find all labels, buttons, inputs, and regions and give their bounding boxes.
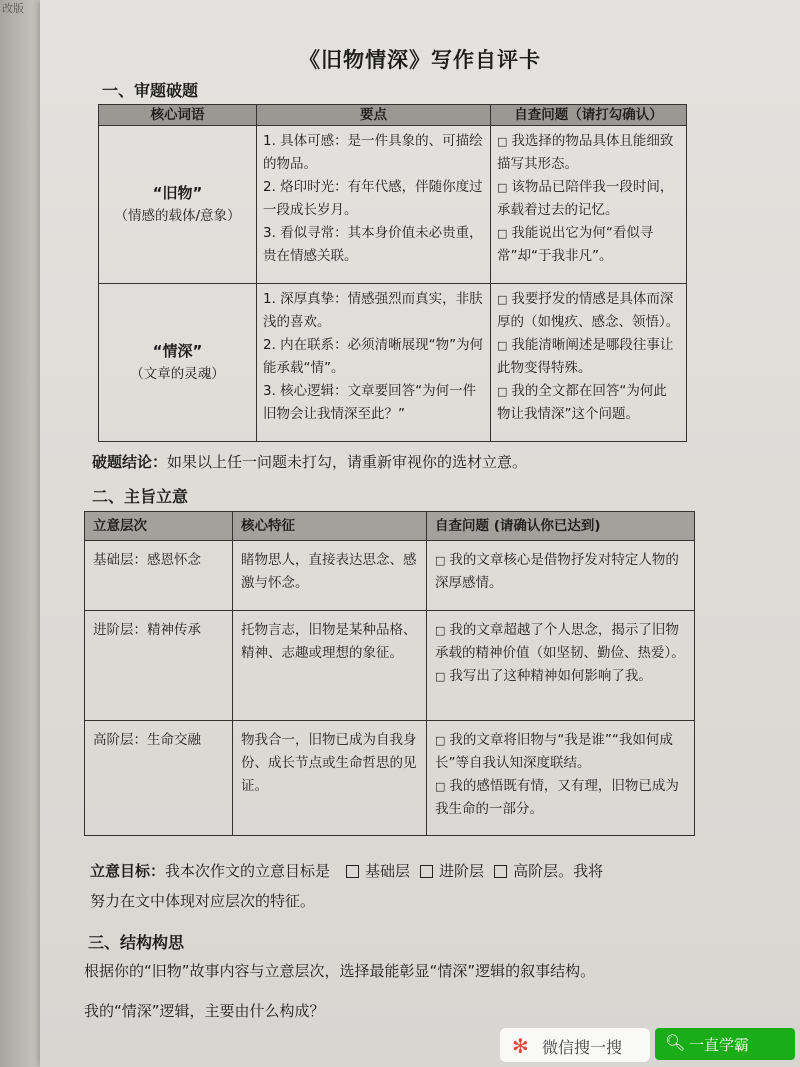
- structure-line1: 根据你的“旧物”故事内容与立意层次，选择最能彰显“情深”逻辑的叙事结构。: [84, 962, 596, 980]
- search-tag-label: 一直学霸: [689, 1036, 750, 1054]
- checkbox-icon[interactable]: □: [435, 670, 446, 683]
- checkbox-icon[interactable]: □: [497, 227, 508, 240]
- goal-prefix: 我本次作文的立意目标是: [165, 862, 331, 880]
- point-item: 2. 烙印时光：有年代感，伴随你度过一段成长岁月。: [263, 179, 483, 218]
- goal-option: 进阶层: [439, 862, 485, 880]
- checkbox-icon[interactable]: □: [435, 734, 446, 747]
- checkbox-icon[interactable]: □: [497, 135, 508, 148]
- wechat-search-icon: ✻: [512, 1034, 529, 1058]
- section3-heading: 三、结构构思: [88, 933, 185, 952]
- search-icon: 🔍︎: [665, 1033, 686, 1052]
- corner-mark: 改版: [2, 2, 24, 15]
- checkbox-icon[interactable]: □: [497, 385, 508, 398]
- checkbox-icon[interactable]: □: [497, 181, 508, 194]
- conclusion: [92, 447, 527, 477]
- search-tag-button[interactable]: [655, 1028, 795, 1060]
- core-word-cell: [99, 284, 257, 442]
- checkbox-icon[interactable]: □: [435, 554, 446, 567]
- checkbox-icon[interactable]: □: [497, 339, 508, 352]
- check-item: □ 我的文章超越了个人思念，揭示了旧物承载的精神价值（如坚韧、勤俭、热爱）。: [435, 622, 685, 661]
- conclusion-text: 如果以上任一问题未打勾，请重新审视你的选材立意。: [167, 453, 528, 471]
- check-item: □ 我选择的物品具体且能细致描写其形态。: [497, 133, 674, 172]
- points-cell: [257, 284, 491, 442]
- table-row: [85, 541, 695, 611]
- check-item: □ 我能清晰阐述是哪段往事让此物变得特殊。: [497, 337, 674, 376]
- table-row: [85, 611, 695, 721]
- point-item: 1. 具体可感：是一件具象的、可描绘的物品。: [263, 133, 483, 172]
- level-cell: 高阶层：生命交融: [85, 721, 233, 836]
- table-row: [99, 126, 687, 284]
- page-title: 《旧物情深》写作自评卡: [299, 48, 541, 72]
- goal-checkbox-high[interactable]: [494, 865, 507, 878]
- core-word: “情深”: [152, 341, 203, 360]
- header-check: 自查问题 (请确认你已达到): [427, 512, 695, 541]
- goal-checkbox-basic[interactable]: [346, 865, 359, 878]
- check-item: □ 我能说出它为何“看似寻常”却“于我非凡”。: [497, 225, 654, 264]
- checkbox-icon[interactable]: □: [435, 780, 446, 793]
- header-level: 立意层次: [85, 512, 233, 541]
- wechat-search-watermark: [500, 1028, 650, 1062]
- level-cell: 基础层：感恩怀念: [85, 541, 233, 611]
- point-item: 3. 核心逻辑：文章要回答“为何一件旧物会让我情深至此？”: [263, 383, 477, 422]
- core-word-note: （文章的灵魂）: [130, 365, 225, 382]
- core-word-cell: [99, 126, 257, 284]
- check-item: □ 我的全文都在回答“为何此物让我情深”这个问题。: [497, 383, 667, 422]
- check-item: □ 我的文章将旧物与“我是谁”“我如何成长”等自我认知深度联结。: [435, 732, 673, 771]
- level-cell: 进阶层：精神传承: [85, 611, 233, 721]
- point-item: 3. 看似寻常：其本身价值未必贵重，贵在情感关联。: [263, 225, 483, 264]
- goal-label: 立意目标：: [90, 862, 166, 880]
- core-word-note: （情感的载体/意象）: [114, 207, 241, 224]
- header-feature: 核心特征: [233, 512, 427, 541]
- checks-cell: [427, 541, 695, 611]
- table-row: [99, 284, 687, 442]
- check-item: □ 我写出了这种精神如何影响了我。: [435, 668, 652, 684]
- section2-heading: 二、主旨立意: [92, 487, 189, 506]
- theme-goal: [90, 856, 750, 916]
- point-item: 2. 内在联系：必须清晰展现“物”为何能承载“情”。: [263, 337, 484, 376]
- watermark-text: 微信搜一搜: [542, 1038, 623, 1057]
- points-cell: [257, 126, 491, 284]
- topic-table: [98, 104, 687, 442]
- check-item: □ 我的文章核心是借物抒发对特定人物的深厚感情。: [435, 552, 679, 591]
- conclusion-label: 破题结论：: [92, 453, 168, 471]
- checkbox-icon[interactable]: □: [497, 293, 508, 306]
- checks-cell: [491, 126, 687, 284]
- point-item: 1. 深厚真挚：情感强烈而真实，非肤浅的喜欢。: [263, 291, 483, 330]
- check-item: □ 我的感悟既有情，又有理，旧物已成为我生命的一部分。: [435, 778, 679, 817]
- structure-line2: 我的“情深”逻辑，主要由什么构成？: [84, 1002, 325, 1020]
- check-item: □ 该物品已陪伴我一段时间，承载着过去的记忆。: [497, 179, 674, 218]
- goal-line2: 努力在文中体现对应层次的特征。: [90, 892, 316, 910]
- goal-option: 基础层: [365, 862, 411, 880]
- header-self-check: 自查问题（请打勾确认）: [491, 105, 687, 126]
- table-row: [85, 721, 695, 836]
- goal-checkbox-advanced[interactable]: [420, 865, 433, 878]
- checks-cell: [427, 611, 695, 721]
- theme-table: [84, 511, 695, 836]
- header-core-word: 核心词语: [99, 105, 257, 126]
- checks-cell: [427, 721, 695, 836]
- check-item: □ 我要抒发的情感是具体而深厚的（如愧疚、感念、领悟）。: [497, 291, 680, 330]
- feature-cell: 托物言志，旧物是某种品格、精神、志趣或理想的象征。: [233, 611, 427, 721]
- goal-option: 高阶层。: [513, 862, 574, 880]
- feature-cell: 睹物思人，直接表达思念、感激与怀念。: [233, 541, 427, 611]
- checks-cell: [491, 284, 687, 442]
- header-key-points: 要点: [257, 105, 491, 126]
- core-word: “旧物”: [152, 183, 203, 202]
- checkbox-icon[interactable]: □: [435, 624, 446, 637]
- document-page: [40, 0, 800, 1067]
- goal-suffix: 我将: [573, 862, 604, 880]
- section1-heading: 一、审题破题: [102, 81, 199, 100]
- feature-cell: 物我合一，旧物已成为自我身份、成长节点或生命哲思的见证。: [233, 721, 427, 836]
